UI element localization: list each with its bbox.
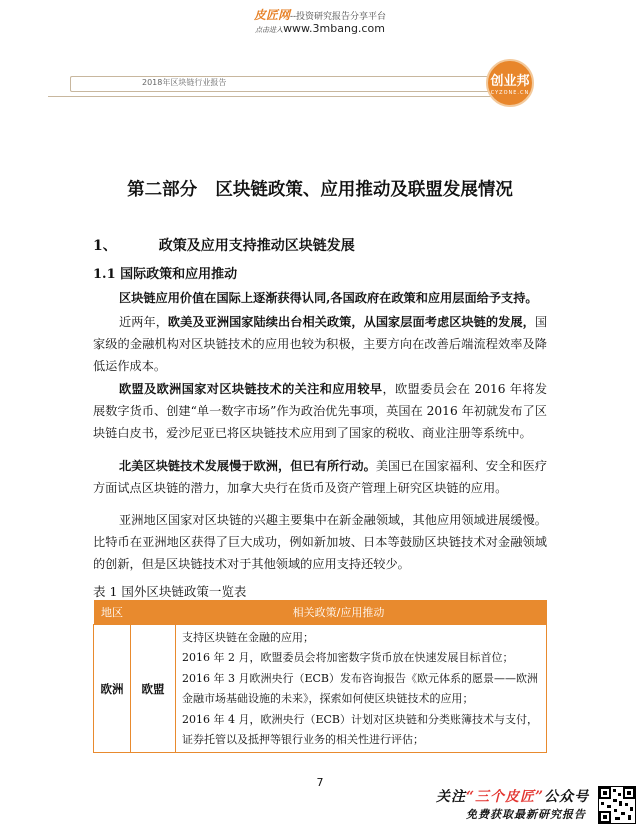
paragraph-4-rest: 美国已在国家福利、安全和医疗方面试点区块链的潜力，加拿大央行在货币及资产管理上研究区块链的应用。 xyxy=(93,459,548,496)
policy-line: 支持区块链在金融的应用； xyxy=(182,631,314,644)
paragraph-4 xyxy=(93,455,547,499)
follow-suffix: 公众号 xyxy=(544,789,590,805)
policy-line: 2016 年 4 月，欧洲央行（ECB）计划对区块链和分类账簿技术与支付，证券托管以及抵押等银行业务的相关性进行评估； xyxy=(182,712,539,747)
table-row xyxy=(94,625,547,753)
cell-policies xyxy=(176,625,547,753)
brand-name: 皮匠网 xyxy=(253,8,290,22)
paragraph-2-bold: 欧美及亚洲国家陆续出台相关政策，从国家层面考虑区块链的发展， xyxy=(167,315,535,329)
qr-code-icon[interactable] xyxy=(598,786,636,824)
paragraph-3-bold: 欧盟及欧洲国家对区块链技术的关注和应用较早 xyxy=(119,382,383,396)
site-link-row[interactable] xyxy=(0,22,640,35)
section-title: 第二部分 区块链政策、应用推动及联盟发展情况 xyxy=(127,180,513,200)
logo-subtext: CYZONE.CN xyxy=(490,90,530,96)
table-header-row xyxy=(94,600,547,625)
header-divider xyxy=(48,96,494,97)
site-url[interactable]: www.3mbang.com xyxy=(283,22,385,35)
header-policy: 相关政策/应用推动 xyxy=(131,600,547,625)
follow-text: 关注 xyxy=(436,789,466,805)
paragraph-1 xyxy=(93,287,547,309)
paragraph-3 xyxy=(93,378,547,445)
paragraph-5: 亚洲地区国家对区块链的兴趣主要集中在新金融领域，其他应用领域进展缓慢。比特币在亚洲地区获得了巨大成功，例如新加坡、日本等鼓励区块链技术对金融领域的创新，但是区块链技术对于其他领域的应用支持还较少。 xyxy=(93,513,547,572)
policy-table xyxy=(93,600,547,753)
heading-1-number: 1、 xyxy=(93,238,117,254)
account-name: “三个皮匠” xyxy=(466,789,545,805)
table-caption: 表 1 国外区块链政策一览表 xyxy=(93,584,247,599)
report-label: 2018年区块链行业报告 xyxy=(142,78,227,87)
page-number: 7 xyxy=(316,776,324,789)
brand-banner xyxy=(0,6,640,23)
paragraph-4-bold: 北美区块链技术发展慢于欧洲，但已有所行动。 xyxy=(119,459,376,473)
paragraph-2 xyxy=(93,311,547,378)
heading-2: 1.1 国际政策和应用推动 xyxy=(93,267,238,282)
report-label-frame xyxy=(70,76,491,92)
slogan-prefix: 点击进入 xyxy=(255,26,284,34)
heading-1 xyxy=(93,235,355,255)
heading-1-text: 政策及应用支持推动区块链发展 xyxy=(158,238,355,254)
logo-text: 创业邦 xyxy=(490,74,530,89)
paragraph-3-rest: ，欧盟委员会在 2016 年将发展数字货币、创建“单一数字市场”作为政治优先事项，英国在 2016 年初就发布了区块链白皮书，爱沙尼亚已将区块链技术应用到了国家的税收、商业注册等系统中。 xyxy=(93,382,548,441)
cell-org: 欧盟 xyxy=(131,625,176,753)
brand-tagline: --投资研究报告分享平台 xyxy=(289,12,387,22)
cyzone-logo xyxy=(486,59,534,107)
cell-region: 欧洲 xyxy=(94,625,131,753)
free-report-text: 免费获取最新研究报告 xyxy=(466,808,586,821)
paragraph-2-rest: 国家级的金融机构对区块链技术的应用也较为积极，主要方向在改善后端流程效率及降低运作成本。 xyxy=(93,315,548,374)
header-region: 地区 xyxy=(94,600,131,625)
policy-line: 2016 年 2 月，欧盟委员会将加密数字货币放在快速发展目标首位； xyxy=(182,651,514,665)
paragraph-1-bold: 区块链应用价值在国际上逐渐获得认同,各国政府在政策和应用层面给予支持。 xyxy=(119,291,538,305)
paragraph-2-lead: 近两年， xyxy=(119,315,168,329)
follow-banner xyxy=(436,786,589,806)
policy-line: 2016 年 3 月欧洲央行（ECB）发布咨询报告《欧元体系的愿景——欧洲金融市场基础设施的未来》，探索如何使区块链技术的应用； xyxy=(182,671,539,706)
